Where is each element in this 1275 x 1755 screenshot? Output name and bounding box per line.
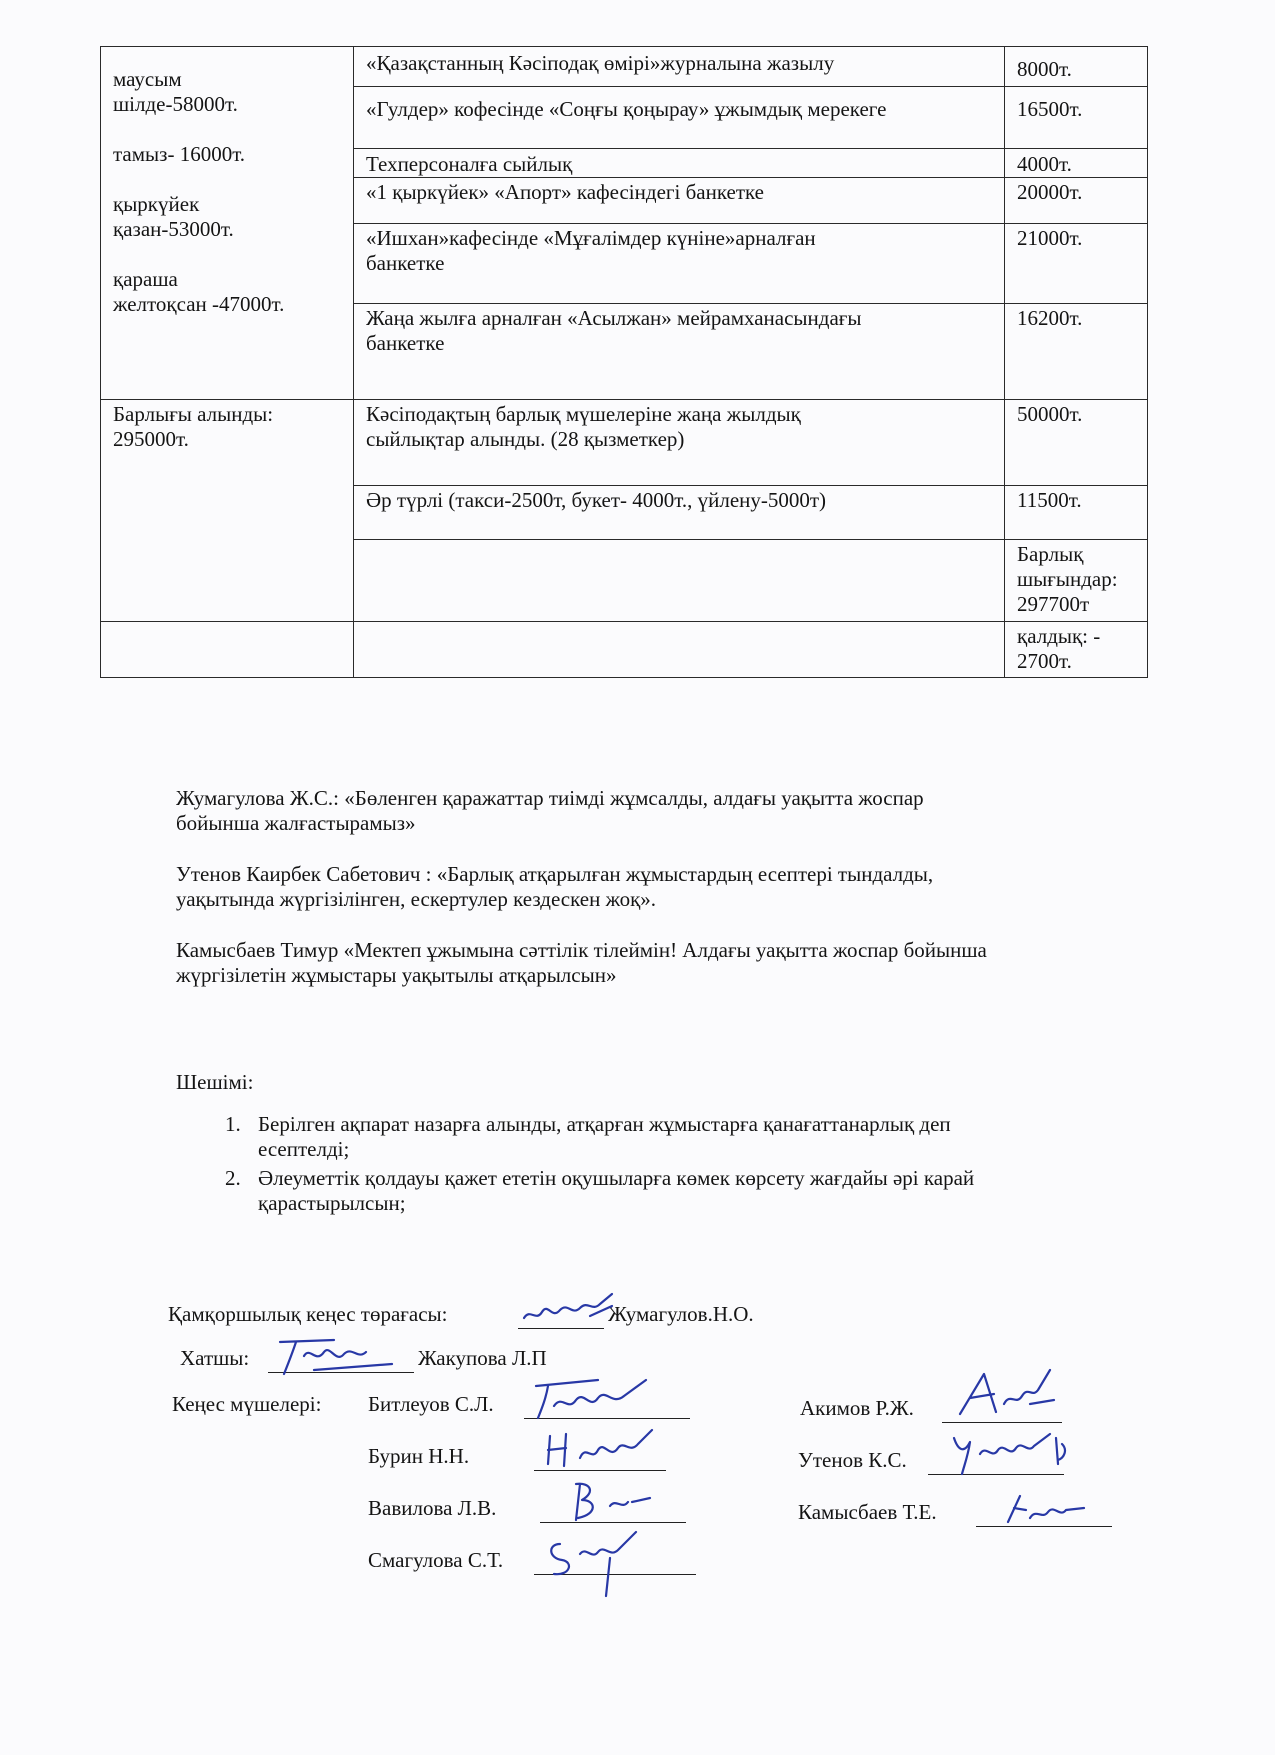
expense-amount: 11500т. [1005, 486, 1148, 540]
expense-description: Техперсоналға сыйлық [354, 149, 1005, 178]
member-signature [540, 1424, 660, 1474]
members-label: Кеңес мүшелері: [172, 1392, 322, 1416]
member-signature [566, 1476, 656, 1528]
expense-amount: 16200т. [1005, 304, 1148, 400]
month-line: қараша [113, 267, 178, 291]
member-signature [540, 1524, 650, 1600]
decision-item: 2. Әлеуметтік қолдауы қажет ететін оқушыларға көмек көрсету жағдайы әрі карай қарастырылсын; [246, 1166, 1206, 1216]
member-name: Бурин Н.Н. [368, 1444, 470, 1468]
member-name: Акимов Р.Ж. [800, 1396, 914, 1420]
expense-amount: 20000т. [1005, 178, 1148, 224]
table-row [101, 622, 1148, 678]
month-line: желтоқсан -47000т. [113, 292, 285, 316]
statement-zhumagulova: Жумагулова Ж.С.: «Бөленген қаражаттар тиімді жұмсалды, алдағы уақытта жоспар бойынша жалғастырамыз» [176, 786, 924, 835]
empty-cell [354, 540, 1005, 622]
table-row [101, 400, 1148, 486]
expense-amount: 50000т. [1005, 400, 1148, 486]
month-line: шілде-58000т. [113, 92, 238, 116]
member-signature [528, 1372, 658, 1422]
member-signature [950, 1364, 1060, 1426]
decision-item: 1. Берілген ақпарат назарға алынды, атқарған жұмыстарға қанағаттанарлық деп есептелді; [246, 1112, 1206, 1162]
monthly-allocation-cell [101, 47, 354, 400]
table-row [101, 47, 1148, 87]
expense-description: «Гулдер» кофесінде «Соңғы қоңырау» ұжымдық мерекеге [354, 87, 1005, 149]
chair-name: Жумагулов.Н.О. [608, 1302, 754, 1326]
statement-utenov: Утенов Каирбек Сабетович : «Барлық атқарылған жұмыстардың есептері тындалды, уақытында жүргізілінген, ескертулер кездескен жоқ». [176, 862, 934, 911]
total-expenses-cell: Барлық шығындар: 297700т [1005, 540, 1148, 622]
member-signature [1000, 1488, 1090, 1530]
member-name: Битлеуов С.Л. [368, 1392, 494, 1416]
balance-cell: қалдық: - 2700т. [1005, 622, 1148, 678]
expense-description: Әр түрлі (такси-2500т, букет- 4000т., үйлену-5000т) [354, 486, 1005, 540]
chair-label: Қамқоршылық кеңес төрағасы: [168, 1302, 448, 1326]
secretary-name: Жакупова Л.П [418, 1346, 547, 1370]
expense-description: Кәсіподақтың барлық мүшелеріне жаңа жылдық сыйлықтар алынды. (28 қызметкер) [354, 400, 1005, 486]
month-line: қазан-53000т. [113, 217, 234, 241]
expense-description: «Қазақстанның Кәсіподақ өмірі»журналына жазылу [354, 47, 1005, 87]
month-group-summer [113, 67, 343, 317]
member-name: Вавилова Л.В. [368, 1496, 497, 1520]
member-name: Утенов К.С. [798, 1448, 907, 1472]
expense-amount: 8000т. [1005, 47, 1148, 87]
member-name: Смагулова С.Т. [368, 1548, 504, 1572]
decision-list [176, 1112, 1206, 1220]
expense-amount: 16500т. [1005, 87, 1148, 149]
expense-description: «Ишхан»кафесінде «Мұғалімдер күніне»арналған банкетке [354, 224, 1005, 304]
total-received-cell: Барлығы алынды: 295000т. [101, 400, 354, 622]
month-line: қыркүйек [113, 192, 200, 216]
expense-table [100, 46, 1148, 678]
month-line: маусым [113, 67, 182, 91]
empty-cell [354, 622, 1005, 678]
statement-kamysbaev: Камысбаев Тимур «Мектеп ұжымына сәттілік тілеймін! Алдағы уақытта жоспар бойынша жүргізілетін жұмыстары уақытылы атқарылсын» [176, 938, 987, 987]
expense-amount: 4000т. [1005, 149, 1148, 178]
decision-heading: Шешімі: [176, 1070, 254, 1094]
expense-amount: 21000т. [1005, 224, 1148, 304]
secretary-signature [274, 1334, 404, 1378]
month-line: тамыз- 16000т. [113, 142, 246, 166]
empty-cell [101, 622, 354, 678]
secretary-label: Хатшы: [180, 1346, 250, 1370]
member-name: Камысбаев Т.Е. [798, 1500, 937, 1524]
expense-description: Жаңа жылға арналған «Асылжан» мейрамханасындағы банкетке [354, 304, 1005, 400]
member-signature [946, 1424, 1086, 1480]
expense-description: «1 қыркүйек» «Апорт» кафесіндегі банкетке [354, 178, 1005, 224]
chair-signature [520, 1288, 616, 1332]
